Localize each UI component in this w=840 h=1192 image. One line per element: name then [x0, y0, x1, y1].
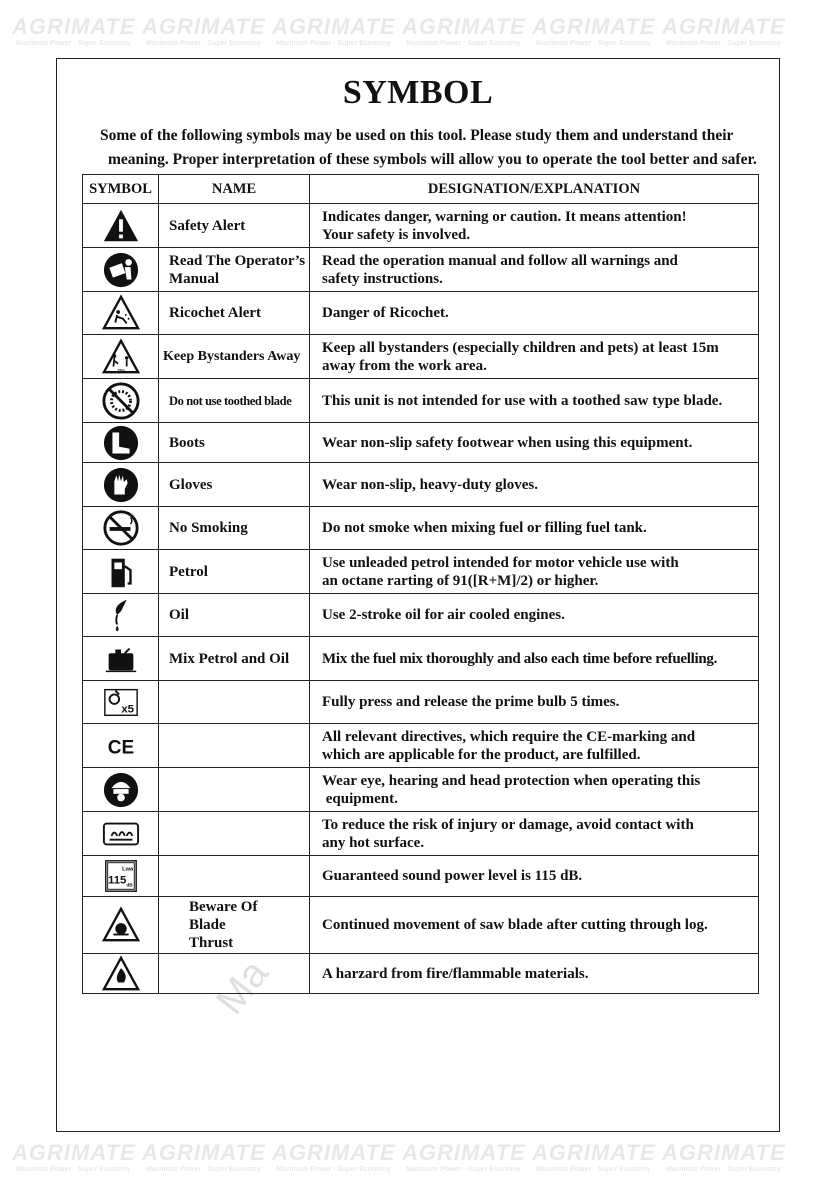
svg-text:115: 115: [107, 874, 126, 887]
table-row: [83, 724, 759, 768]
watermark-tagline: Maximum Power · Super Economy: [16, 1166, 131, 1173]
symbol-name: Petrol: [159, 550, 310, 594]
explanation-line-1: Indicates danger, warning or caution. It means attention!: [322, 208, 687, 225]
watermark-bottom: [402, 1140, 526, 1173]
explanation-line-1: All relevant directives, which require the CE-marking and: [322, 728, 696, 745]
explanation-line-1: Use unleaded petrol intended for motor vehicle use with: [322, 554, 679, 571]
symbol-name: No Smoking: [159, 507, 310, 550]
symbol-cell: [83, 507, 159, 550]
symbol-name: [159, 954, 310, 994]
no-toothed-blade-icon: [102, 392, 140, 408]
table-row: [83, 856, 759, 897]
svg-text:x5: x5: [120, 703, 134, 716]
symbol-explanation: [310, 812, 759, 856]
explanation-line-1: Mix the fuel mix thoroughly and also each time before refuelling.: [322, 650, 718, 667]
explanation-line-1: Use 2-stroke oil for air cooled engines.: [322, 607, 565, 623]
table-row: [83, 379, 759, 423]
explanation-line-1: A harzard from fire/flammable materials.: [322, 965, 589, 982]
explanation-line-1: Danger of Ricochet.: [322, 305, 449, 321]
watermark-tagline: Maximum Power · Super Economy: [146, 1166, 261, 1173]
symbol-cell: [83, 204, 159, 248]
explanation-line-1: Keep all bystanders (especially children and pets) at least 15m: [322, 339, 719, 356]
explanation-line-1: Continued movement of saw blade after cutting through log.: [322, 917, 708, 933]
table-row: [83, 637, 759, 681]
symbol-explanation: [310, 507, 759, 550]
sound-power-icon: [102, 866, 140, 889]
table-row: [83, 463, 759, 507]
boots-icon: [102, 434, 140, 450]
explanation-line-2: away from the work area.: [322, 357, 487, 374]
explanation-line-1: Wear eye, hearing and head protection when operating this: [322, 772, 701, 789]
symbol-name: Mix Petrol and Oil: [159, 637, 310, 681]
diagonal-watermark: Ma: [207, 951, 277, 1023]
symbol-name: Ricochet Alert: [159, 292, 310, 335]
explanation-line-1: Wear non-slip safety footwear when using this equipment.: [322, 434, 693, 451]
table-row: [83, 204, 759, 248]
table-row: [83, 550, 759, 594]
watermark-brand: AGRIMATE: [12, 1140, 136, 1165]
watermark-tagline: Maximum Power · Super Economy: [146, 40, 261, 47]
symbol-name: Boots: [159, 423, 310, 463]
symbol-name: [159, 856, 310, 897]
symbol-name: Do not use toothed blade: [159, 379, 310, 423]
mix-petrol-oil-icon: [102, 650, 140, 666]
table-row: [83, 812, 759, 856]
watermark-tagline: Maximum Power · Super Economy: [666, 1166, 781, 1173]
symbol-explanation: [310, 248, 759, 292]
watermark-brand: AGRIMATE: [532, 14, 656, 39]
watermark-tagline: Maximum Power · Super Economy: [406, 1166, 521, 1173]
watermark-top: [272, 14, 396, 47]
watermark-bottom: [662, 1140, 786, 1173]
watermark-top: [142, 14, 266, 47]
intro-line-2: meaning. Proper interpretation of these symbols will allow you to operate the tool better and safer.: [108, 151, 757, 168]
watermark-tagline: Maximum Power · Super Economy: [16, 40, 131, 47]
watermark-tagline: Maximum Power · Super Economy: [406, 40, 521, 47]
watermark-brand: AGRIMATE: [142, 1140, 266, 1165]
prime-bulb-icon: [102, 693, 140, 716]
explanation-line-1: Fully press and release the prime bulb 5 times.: [322, 694, 620, 710]
svg-text:Lwa: Lwa: [121, 866, 133, 873]
symbol-explanation: [310, 463, 759, 507]
watermark-tagline: Maximum Power · Super Economy: [276, 40, 391, 47]
table-row: [83, 423, 759, 463]
symbol-explanation: [310, 954, 759, 994]
symbol-cell: [83, 897, 159, 954]
explanation-line-2: which are applicable for the product, are fulfilled.: [322, 746, 641, 763]
symbol-explanation: [310, 292, 759, 335]
watermark-bottom: [142, 1140, 266, 1173]
symbol-explanation: [310, 724, 759, 768]
fire-hazard-icon: [102, 965, 140, 981]
symbol-explanation: [310, 637, 759, 681]
table-row: [83, 768, 759, 812]
explanation-line-1: Read the operation manual and follow all warnings and: [322, 252, 678, 269]
symbol-name: [159, 724, 310, 768]
symbol-cell: [83, 724, 159, 768]
symbol-explanation: [310, 423, 759, 463]
safety-alert-icon: [102, 217, 140, 233]
symbol-cell: [83, 954, 159, 994]
explanation-line-2: any hot surface.: [322, 834, 425, 851]
table-row: [83, 335, 759, 379]
svg-text:dB: dB: [125, 883, 133, 889]
symbol-table: [82, 174, 759, 994]
symbol-cell: [83, 856, 159, 897]
watermark-top: [402, 14, 526, 47]
symbol-explanation: [310, 897, 759, 954]
keep-bystanders-away-icon: [102, 348, 140, 372]
explanation-line-2: equipment.: [322, 790, 398, 807]
symbol-cell: [83, 292, 159, 335]
symbol-name: [159, 681, 310, 724]
svg-text:15m: 15m: [116, 367, 125, 372]
symbol-explanation: [310, 856, 759, 897]
table-row: [83, 954, 759, 994]
symbol-explanation: [310, 379, 759, 423]
symbol-cell: [83, 681, 159, 724]
watermark-bottom: [532, 1140, 656, 1173]
watermark-brand: AGRIMATE: [272, 1140, 396, 1165]
table-row: [83, 248, 759, 292]
symbol-cell: [83, 335, 159, 379]
ricochet-alert-icon: [102, 304, 140, 320]
explanation-line-1: Do not smoke when mixing fuel or filling fuel tank.: [322, 520, 647, 536]
symbol-cell: [83, 423, 159, 463]
gloves-icon: [102, 476, 140, 492]
explanation-line-1: Guaranteed sound power level is 115 dB.: [322, 868, 583, 884]
intro-text: [100, 124, 780, 172]
watermark-brand: AGRIMATE: [402, 14, 526, 39]
symbol-explanation: [310, 204, 759, 248]
header-designation: DESIGNATION/EXPLANATION: [310, 175, 759, 204]
header-symbol: SYMBOL: [83, 175, 159, 204]
symbol-name: [159, 768, 310, 812]
table-row: [83, 292, 759, 335]
watermark-top: [12, 14, 136, 47]
symbol-explanation: [310, 768, 759, 812]
table-row: [83, 594, 759, 637]
explanation-line-1: This unit is not intended for use with a toothed saw type blade.: [322, 392, 723, 409]
table-row: [83, 507, 759, 550]
watermark-brand: AGRIMATE: [12, 14, 136, 39]
symbol-cell: [83, 768, 159, 812]
watermark-tagline: Maximum Power · Super Economy: [666, 40, 781, 47]
hot-surface-icon: [91, 825, 151, 841]
svg-text:CE: CE: [107, 737, 134, 759]
watermark-bottom: [272, 1140, 396, 1173]
symbol-cell: [83, 812, 159, 856]
blade-thrust-icon: [102, 916, 140, 932]
petrol-icon: [102, 563, 140, 579]
intro-line-1: Some of the following symbols may be used on this tool. Please study them and understand their: [100, 127, 734, 144]
explanation-line-2: an octane rarting of 91([R+M]/2) or higher.: [322, 572, 599, 589]
symbol-name: Read The Operator’s Manual: [159, 248, 310, 292]
no-smoking-icon: [102, 519, 140, 535]
watermark-top: [662, 14, 786, 47]
table-header-row: [83, 175, 759, 204]
explanation-line-1: To reduce the risk of injury or damage, avoid contact with: [322, 816, 694, 833]
watermark-bottom: [12, 1140, 136, 1173]
watermark-brand: AGRIMATE: [272, 14, 396, 39]
eye-ear-head-protection-icon: [102, 781, 140, 797]
symbol-name: Safety Alert: [159, 204, 310, 248]
symbol-cell: [83, 594, 159, 637]
oil-icon: [102, 606, 140, 622]
watermark-brand: AGRIMATE: [662, 14, 786, 39]
explanation-line-2: safety instructions.: [322, 270, 443, 287]
watermark-top: [532, 14, 656, 47]
symbol-explanation: [310, 550, 759, 594]
symbol-cell: [83, 637, 159, 681]
symbol-name: Beware Of Blade Thrust: [159, 897, 310, 954]
symbol-cell: [83, 248, 159, 292]
symbol-explanation: [310, 335, 759, 379]
read-manual-icon: [102, 261, 140, 277]
symbol-name: Keep Bystanders Away: [159, 335, 310, 379]
symbol-name: [159, 812, 310, 856]
symbol-cell: [83, 463, 159, 507]
watermark-tagline: Maximum Power · Super Economy: [536, 40, 651, 47]
symbol-cell: [83, 379, 159, 423]
ce-mark-icon: [102, 737, 140, 759]
explanation-line-2: Your safety is involved.: [322, 226, 471, 243]
watermark-brand: AGRIMATE: [532, 1140, 656, 1165]
symbol-explanation: [310, 594, 759, 637]
header-name: NAME: [159, 175, 310, 204]
watermark-brand: AGRIMATE: [402, 1140, 526, 1165]
explanation-line-1: Wear non-slip, heavy-duty gloves.: [322, 476, 538, 493]
table-row: [83, 897, 759, 954]
watermark-brand: AGRIMATE: [662, 1140, 786, 1165]
symbol-explanation: [310, 681, 759, 724]
watermark-tagline: Maximum Power · Super Economy: [276, 1166, 391, 1173]
symbol-name: Oil: [159, 594, 310, 637]
symbol-cell: [83, 550, 159, 594]
symbol-name: Gloves: [159, 463, 310, 507]
table-row: [83, 681, 759, 724]
watermark-tagline: Maximum Power · Super Economy: [536, 1166, 651, 1173]
page-title: SYMBOL: [342, 74, 494, 111]
watermark-brand: AGRIMATE: [142, 14, 266, 39]
